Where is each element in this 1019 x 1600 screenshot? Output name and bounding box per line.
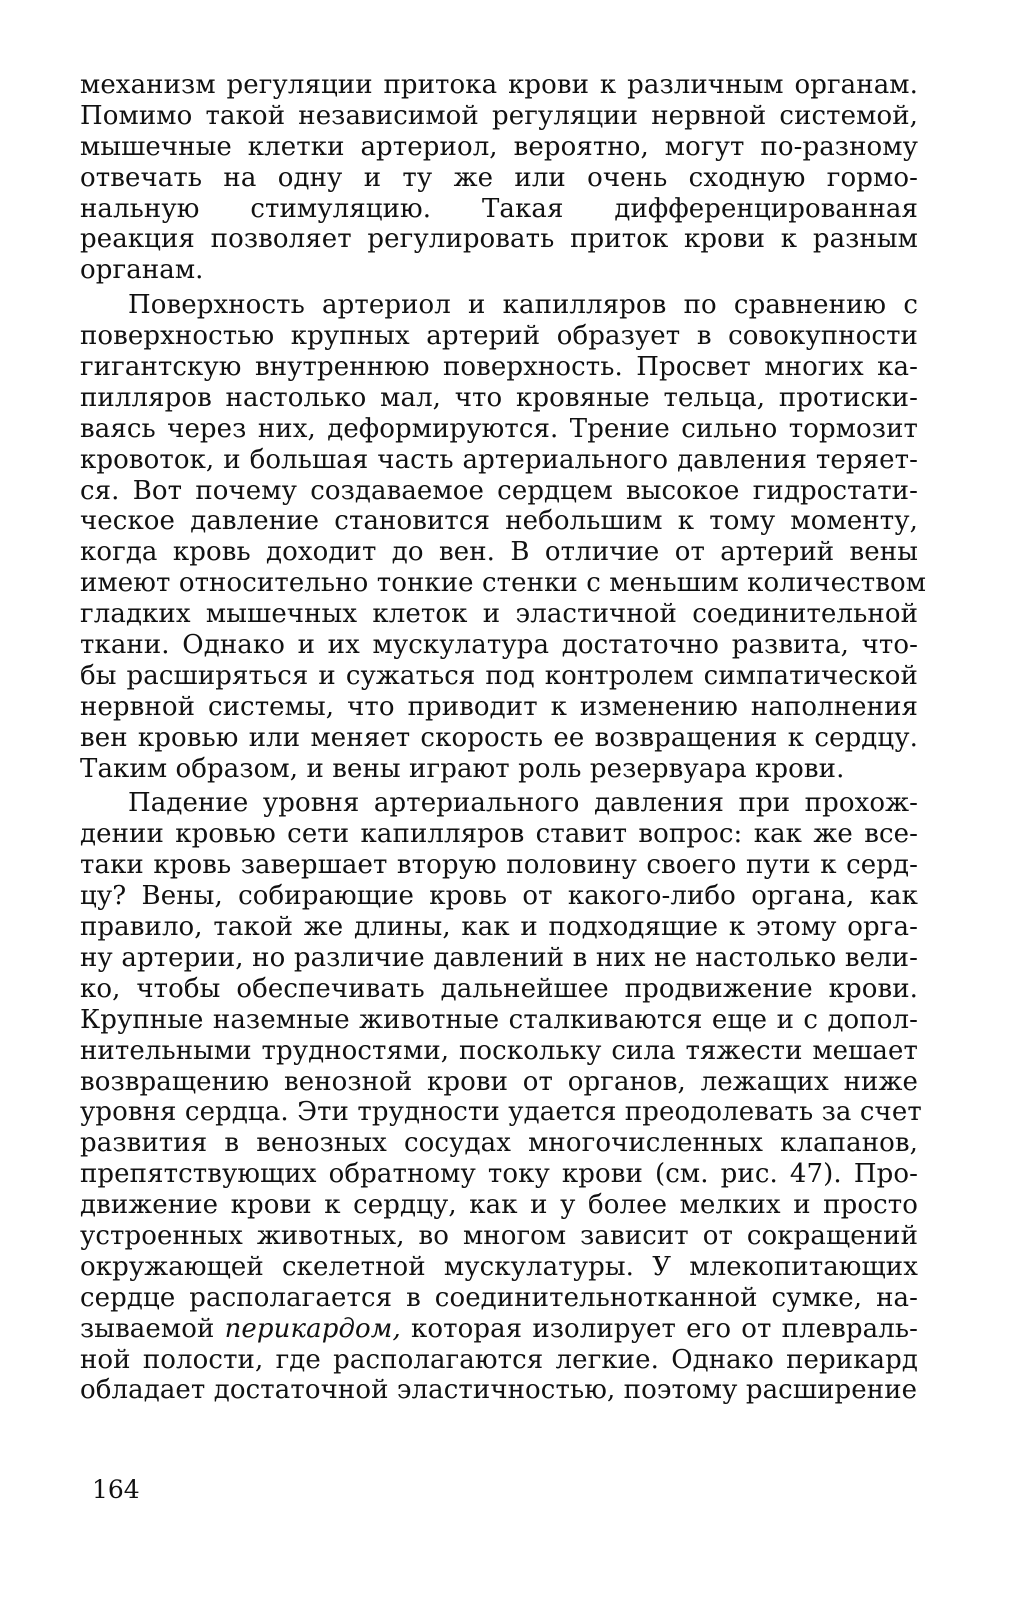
text-line: Крупные наземные животные сталкиваются еще и с допол-: [80, 1004, 918, 1035]
paragraph-3: [80, 788, 922, 1406]
text-line: препятствующих обратному току крови (см. рис. 47). Про-: [80, 1159, 918, 1190]
text-line: органам.: [80, 255, 204, 286]
text-line: Поверхность артериол и капилляров по сравнению с: [128, 290, 918, 321]
text-line: кровоток, и большая часть артериального давления теряет-: [80, 444, 918, 475]
text-line: поверхностью крупных артерий образует в совокупности: [80, 321, 918, 352]
text-line: ся. Вот почему создаваемое сердцем высокое гидростати-: [80, 475, 918, 506]
text-line: отвечать на одну и ту же или очень сходную гормо-: [80, 162, 918, 193]
text-line: когда кровь доходит до вен. В отличие от артерий вены: [80, 537, 918, 568]
text-line: ной полости, где располагаются легкие. Однако перикард: [80, 1344, 918, 1375]
text-line: реакция позволяет регулировать приток крови к разным: [80, 224, 918, 255]
text-line: нительными трудностями, поскольку сила тяжести мешает: [80, 1035, 918, 1066]
text-line: ткани. Однако и их мускулатура достаточно развита, что-: [80, 630, 918, 661]
paragraph-1: [80, 70, 918, 286]
text-line: имеют относительно тонкие стенки с меньшим количеством: [80, 568, 927, 599]
text-line: нервной системы, что приводит к изменению наполнения: [80, 691, 918, 722]
text-line: Помимо такой независимой регуляции нервной системой,: [80, 100, 918, 131]
text-line: развития в венозных сосудах многочисленных клапанов,: [80, 1128, 918, 1159]
text-line: ваясь через них, деформируются. Трение сильно тормозит: [80, 413, 918, 444]
text-line: устроенных животных, во многом зависит от сокращений: [80, 1220, 918, 1251]
text-line: окружающей скелетной мускулатуры. У млекопитающих: [80, 1251, 918, 1282]
text-line: обладает достаточной эластичностью, поэтому расширение: [80, 1375, 918, 1406]
text-line: пилляров настолько мал, что кровяные тельца, протиски-: [80, 382, 918, 413]
text-line: цу? Вены, собирающие кровь от какого-либо органа, как: [80, 881, 918, 912]
page-text: [80, 70, 927, 1580]
text-line: таки кровь завершает вторую половину своего пути к серд-: [80, 850, 918, 881]
text-line: ческое давление становится небольшим к тому моменту,: [80, 506, 918, 537]
text-line: Падение уровня артериального давления при прохож-: [128, 788, 918, 819]
text-line: возвращению венозной крови от органов, лежащих ниже: [80, 1066, 918, 1097]
text-line: гладких мышечных клеток и эластичной соединительной: [80, 599, 918, 630]
text-line: зываемой перикардом, которая изолирует его от плевраль-: [80, 1313, 919, 1344]
text-line: правило, такой же длины, как и подходящие к этому орга-: [80, 912, 918, 943]
text-line: вен кровью или меняет скорость ее возвращения к сердцу.: [80, 722, 918, 753]
page-number: 164: [92, 1475, 140, 1504]
text-line: бы расширяться и сужаться под контролем симпатической: [80, 660, 918, 691]
text-line: гигантскую внутреннюю поверхность. Просвет многих ка-: [80, 352, 918, 383]
paragraph-2: [80, 290, 927, 784]
text-line: ко, чтобы обеспечивать дальнейшее продвижение крови.: [80, 973, 918, 1004]
text-line: дении кровью сети капилляров ставит вопрос: как же все-: [80, 819, 918, 850]
text-line: ну артерии, но различие давлений в них не настолько вели-: [80, 942, 918, 973]
text-line: механизм регуляции притока крови к различным органам.: [80, 70, 918, 100]
italic-term: перикардом,: [224, 1313, 401, 1344]
text-line: движение крови к сердцу, как и у более мелких и просто: [80, 1190, 918, 1221]
text-line: Таким образом, и вены играют роль резервуара крови.: [80, 753, 845, 784]
text-line: сердце располагается в соединительнотканной сумке, на-: [80, 1282, 918, 1313]
text-line: уровня сердца. Эти трудности удается преодолевать за счет: [80, 1097, 922, 1128]
text-line: нальную стимуляцию. Такая дифференцированная: [80, 193, 918, 224]
text-line: мышечные клетки артериол, вероятно, могут по-разному: [80, 131, 918, 162]
